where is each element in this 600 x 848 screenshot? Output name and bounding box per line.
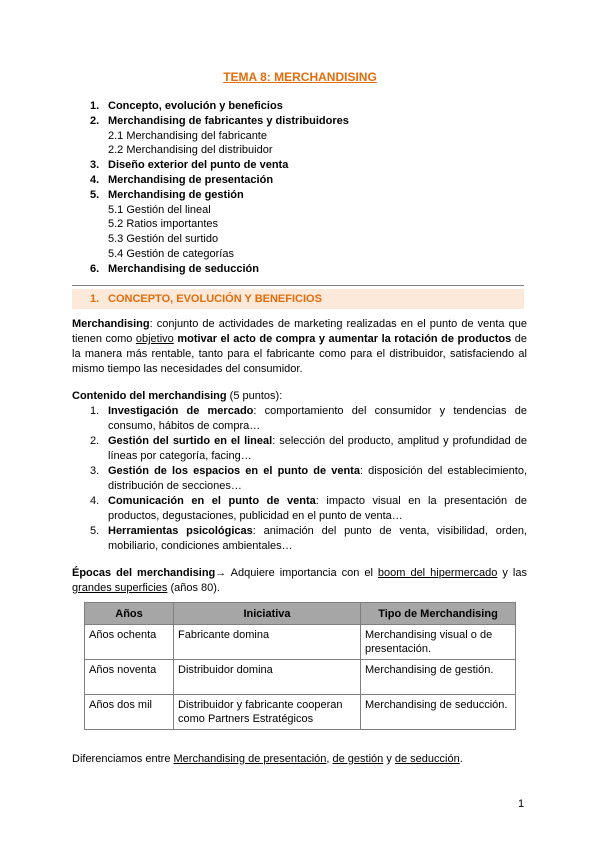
page-number: 1 xyxy=(518,798,525,810)
table-row xyxy=(85,695,516,730)
list-item: 2. Gestión del surtido en el lineal: selección del producto, amplitud y profundidad de líneas por categoría, facing… xyxy=(90,435,527,462)
table-row xyxy=(85,625,516,660)
table-cell: Distribuidor y fabricante cooperan como Partners Estratégicos xyxy=(174,695,361,730)
table-row xyxy=(85,660,516,695)
table-header-row xyxy=(85,603,516,625)
table-cell: Merchandising de seducción. xyxy=(361,695,516,730)
table-of-contents xyxy=(90,99,530,277)
toc-item: 3. Diseño exterior del punto de venta xyxy=(90,159,289,172)
table-cell: Merchandising visual o de presentación. xyxy=(361,625,516,660)
definition-paragraph: Merchandising: conjunto de actividades de marketing realizadas en el punto de venta que tienen como objetivo motivar el acto de compra y aumentar la rotación de productos de la manera más rentable, tanto para el fabricante como para el distribuidor, satisfaciendo al mismo tiempo las necesidades del consumidor. xyxy=(72,318,528,375)
epocas-paragraph: Épocas del merchandising→ Adquiere importancia con el boom del hipermercado y las grandes superficies (años 80). xyxy=(72,567,527,594)
table-header: Iniciativa xyxy=(174,603,361,625)
table-header: Tipo de Merchandising xyxy=(361,603,516,625)
divider xyxy=(72,285,524,286)
contenido-heading: Contenido del merchandising (5 puntos): xyxy=(72,390,283,402)
list-item: 1. Investigación de mercado: comportamiento del consumidor y tendencias de consumo, hábitos de compra… xyxy=(90,405,527,432)
toc-item: 6. Merchandising de seducción xyxy=(90,262,259,275)
toc-item: 5. Merchandising de gestión xyxy=(90,188,244,201)
toc-subitem: 5.2 Ratios importantes xyxy=(108,218,219,231)
toc-item: 1. Concepto, evolución y beneficios xyxy=(90,100,283,112)
list-item: 3. Gestión de los espacios en el punto de venta: disposición del establecimiento, distribución de secciones… xyxy=(90,465,527,492)
list-item: 5. Herramientas psicológicas: animación del punto de venta, visibilidad, orden, mobiliario, condiciones ambientales… xyxy=(90,525,527,552)
table-cell: Años noventa xyxy=(85,660,174,695)
table-header: Años xyxy=(85,603,174,625)
table-cell: Años ochenta xyxy=(85,625,174,660)
toc-subitem: 5.4 Gestión de categorías xyxy=(108,247,234,260)
section-heading: 1. CONCEPTO, EVOLUCIÓN Y BENEFICIOS xyxy=(72,289,524,309)
toc-subitem: 2.2 Merchandising del distribuidor xyxy=(108,144,273,157)
toc-subitem: 2.1 Merchandising del fabricante xyxy=(108,129,267,142)
toc-subitem: 5.1 Gestión del lineal xyxy=(108,203,211,216)
epocas-table xyxy=(84,602,516,730)
table-cell: Merchandising de gestión. xyxy=(361,660,516,695)
toc-item: 4. Merchandising de presentación xyxy=(90,173,274,186)
toc-item: 2. Merchandising de fabricantes y distribuidores xyxy=(90,114,349,127)
table-cell: Distribuidor domina xyxy=(174,660,361,695)
toc-subitem: 5.3 Gestión del surtido xyxy=(108,233,219,246)
table-cell: Fabricante domina xyxy=(174,625,361,660)
page-title: TEMA 8: MERCHANDISING xyxy=(223,70,377,84)
contenido-list xyxy=(90,404,527,554)
list-item: 4. Comunicación en el punto de venta: impacto visual en la presentación de productos, degustaciones, publicidad en el punto de venta… xyxy=(90,495,527,522)
table-cell: Años dos mil xyxy=(85,695,174,730)
closing-paragraph: Diferenciamos entre Merchandising de presentación, de gestión y de seducción. xyxy=(72,753,463,765)
